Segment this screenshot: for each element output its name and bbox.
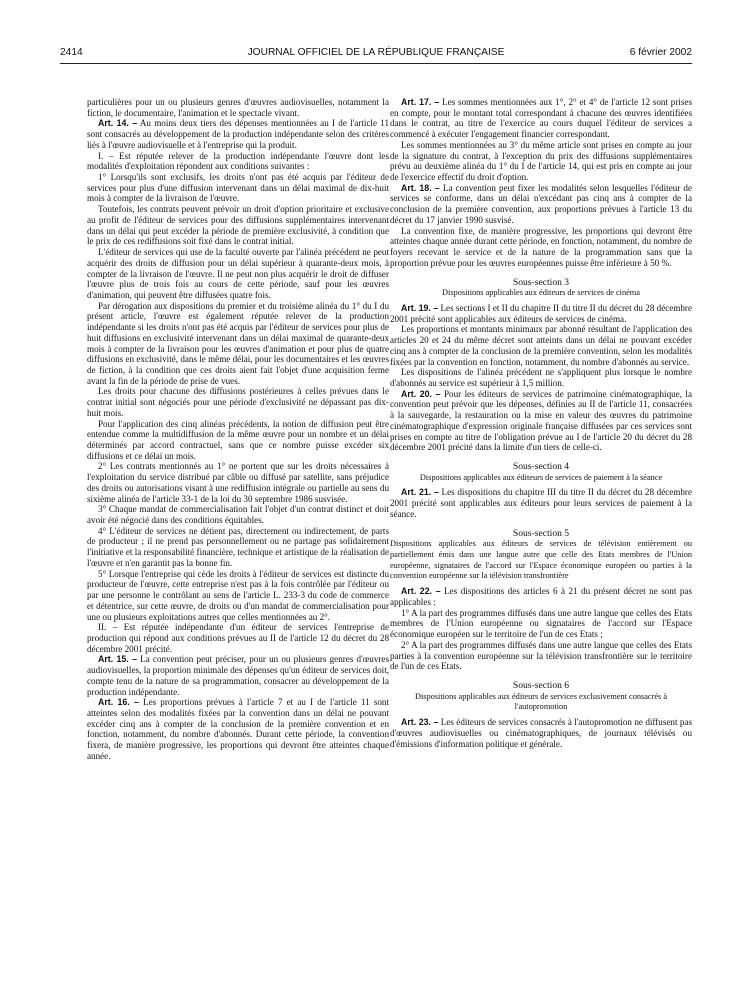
article-paragraph xyxy=(390,303,692,324)
paragraph-text: Toutefois, les contrats peuvent prévoir un droit d'option prioritaire et exclusive au profit de l'éditeur de services pour des diffusions supplémentaires intervenant dans un délai qui peut excéder la période de première exclusivité, à condition que le prix de ces rediffusions soit fixé dans le contrat initial. xyxy=(87,204,389,247)
paragraph-text: 1° Lorsqu'ils sont exclusifs, les droits n'ont pas été acquis par l'éditeur de services pour plus d'une diffusion intervenant dans un délai maximal de dix-huit mois à compter de la livraison de l'œuvre. xyxy=(87,172,389,204)
article-number: Art. 15. – xyxy=(98,654,137,665)
article-paragraph xyxy=(390,389,692,453)
page-header xyxy=(60,47,692,61)
paragraph-text: Les sections I et II du chapitre II du titre II du décret du 28 décembre 2001 précité sont applicables aux éditeurs de services de cinéma. xyxy=(390,302,692,324)
paragraph-text: particulières pour un ou plusieurs genres d'œuvres audiovisuelles, notamment la fiction, le documentaire, l'animation et le spectacle vivant. xyxy=(87,97,389,118)
paragraph xyxy=(87,151,389,172)
paragraph-text: 2° Les contrats mentionnés au 1° ne portent que sur les droits nécessaires à l'exploitation du service distribué par câble ou diffusé par satellite, sans préjudice des droits ou autorisations visant à une rediffusion intégrale ou partielle au sens du sixième alinéa de l'article 33-1 de la loi du 30 septembre 1986 susvisée. xyxy=(87,461,389,504)
paragraph xyxy=(87,622,389,654)
paragraph xyxy=(390,367,692,388)
paragraph xyxy=(87,461,389,504)
paragraph xyxy=(87,526,389,569)
subsection-heading: Sous-section 4 xyxy=(512,461,570,472)
paragraph-text: La convention peut préciser, pour un ou plusieurs genres d'œuvres audiovisuelles, la proportion minimale des dépenses qu'un éditeur de services doit, compte tenu de la nature de sa programmation, consacrer au développement de la production indépendante. xyxy=(87,654,389,697)
paragraph xyxy=(390,140,692,183)
paragraph-text: Les dispositions de l'alinéa précédent ne s'appliquent plus lorsque le nombre d'abonnés au service est supérieur à 1,5 million. xyxy=(390,367,692,388)
paragraph-text: Pour l'application des cinq alinéas précédents, la notion de diffusion peut être entendue comme la multidiffusion de la même œuvre pour un nombre et un délai déterminés par accord contractuel, sans que ce nombre puisse excéder six diffusions et ce délai un mois. xyxy=(87,418,389,461)
article-number: Art. 21. – xyxy=(401,487,439,498)
subsection-heading: Sous-section 5 xyxy=(512,527,570,539)
article-number: Art. 19. – xyxy=(401,302,439,313)
article-paragraph xyxy=(390,717,692,749)
paragraph xyxy=(87,204,389,247)
article-paragraph xyxy=(390,586,692,607)
article-number: Art. 20. – xyxy=(401,388,441,399)
right-column xyxy=(390,97,692,749)
paragraph-text: Les proportions prévues à l'article 7 et au I de l'article 11 sont atteintes selon des modalités fixées par la convention dans un délai ne pouvant excéder cinq ans à compter de la conclusion de la première convention et en fonction, notamment, du nombre d'abonnés. Durant cette période, la convention fixera, de manière progressive, les proportions qui devront être atteintes chaque année. xyxy=(87,697,389,761)
article-number: Art. 16. – xyxy=(98,697,139,708)
paragraph-text: Les éditeurs de services consacrés à l'autopromotion ne diffusent pas d'œuvres audiovisuelles ou cinématographiques, de journaux télévisés ou d'émissions d'information politique et générale. xyxy=(390,717,692,749)
subsection-title: Dispositions applicables aux éditeurs de services exclusivement consacrés à l'autopromotion xyxy=(414,691,668,712)
header-rule xyxy=(60,63,692,64)
publication-date: 6 février 2002 xyxy=(629,47,692,58)
paragraph xyxy=(87,504,389,525)
paragraph-text: L'éditeur de services qui use de la faculté ouverte par l'alinéa précédent ne peut acquérir des droits de diffusion pour un délai supérieur à quarante-deux mois, à compter de la livraison de l'œuvre. Il ne peut non plus acquérir le droit de diffuser l'œuvre plus de trois fois au cours de cette période, sauf pour les œuvres d'animation, qui peuvent être diffusées quatre fois. xyxy=(87,247,389,300)
subsection-title: Dispositions applicables aux éditeurs de services de cinéma xyxy=(442,288,640,298)
paragraph-text: La convention fixe, de manière progressive, les proportions qui devront être atteintes chaque année durant cette période, en fonction, notamment, du nombre de foyers recevant le service et de la nature de la programmation sans que la proportion prévue pour les œuvres européennes puisse être inférieure à 50 %. xyxy=(390,225,692,268)
paragraph xyxy=(87,172,389,204)
paragraph-text: Les sommes mentionnées au 3° du même article sont prises en compte au jour de la signature du contrat, à l'exception du prix des diffusions supplémentaires prévu au deuxième alinéa du 1° du I de l'article 14, qui est pris en compte au jour de l'exercice effectif du droit d'option. xyxy=(390,139,692,183)
paragraph-text: II. – Est réputée indépendante d'un éditeur de services l'entreprise de production qui répond aux conditions prévues au II de l'article 12 du décret du 28 décembre 2001 précité. xyxy=(87,622,389,654)
paragraph-text: Les dispositions du chapitre III du titre II du décret du 28 décembre 2001 précité sont applicables aux éditeurs pour leurs services de paiement à la séance. xyxy=(390,487,692,519)
paragraph xyxy=(87,247,389,301)
article-paragraph xyxy=(87,118,389,150)
paragraph-text: Les dispositions des articles 6 à 21 du présent décret ne sont pas applicables : xyxy=(390,586,692,607)
paragraph xyxy=(87,301,389,387)
article-paragraph xyxy=(87,654,389,697)
paragraph xyxy=(390,640,692,672)
left-column xyxy=(87,97,389,762)
paragraph-text: 4° L'éditeur de services ne détient pas, directement ou indirectement, de parts de producteur ; il ne prend pas personnellement ou ne partage pas solidairement l'initiative et la responsabilité financière, technique et artistique de la réalisation de l'œuvre et n'en garantit pas la bonne fin. xyxy=(87,525,389,568)
paragraph xyxy=(390,608,692,640)
paragraph-text: 1° A la part des programmes diffusés dans une autre langue que celles des Etats membres de l'Union européenne ou signataires de l'accord sur l'Espace économique européen sur le territoire de l'un de ces Etats ; xyxy=(390,607,692,640)
subsection-heading: Sous-section 6 xyxy=(512,679,570,691)
paragraph-text: I. – Est réputée relever de la production indépendante l'œuvre dont les modalités d'exploitation répondent aux conditions suivantes : xyxy=(87,150,389,172)
article-number: Art. 18. – xyxy=(401,182,440,193)
paragraph xyxy=(87,419,389,462)
page-number: 2414 xyxy=(60,47,83,58)
paragraph xyxy=(87,569,389,623)
journal-title: JOURNAL OFFICIEL DE LA RÉPUBLIQUE FRANÇAISE xyxy=(247,47,505,58)
paragraph-text: Les proportions et montants minimaux par abonné résultant de l'application des articles 20 et 24 du même décret sont atteints dans un délai ne pouvant excéder cinq ans à compter de la conclusion de la première convention, selon les modalités fixées par la convention en fonction, notamment, du nombre d'abonnés au service. xyxy=(390,324,692,367)
article-paragraph xyxy=(390,97,692,140)
paragraph xyxy=(87,386,389,418)
subsection-title: Dispositions applicables aux éditeurs de services de paiement à la séance xyxy=(419,472,663,482)
article-number: Art. 17. – xyxy=(401,97,440,107)
paragraph-text: Par dérogation aux dispositions du premier et du troisième alinéa du 1° du I du présent article, l'œuvre est également réputée relever de la production indépendante si les droits n'ont pas été acquis par l'éditeur de services pour plus de huit diffusions en exclusivité intervenant dans un délai maximal de quarante-deux mois à compter de la livraison pour les œuvres d'animation et pour plus de quatre diffusions en exclusivité, dans le même délai, pour les documentaires et les œuvres de fiction, à la condition que ces droits aient fait l'objet d'une acquisition ferme avant la fin de la période de prise de vues. xyxy=(87,300,389,386)
paragraph-text: Les sommes mentionnées aux 1°, 2° et 4° de l'article 12 sont prises en compte, pour le montant total correspondant à chacune des œuvres identifiées dans le contrat, au titre de l'exercice au cours duquel l'éditeur de services a commencé à exécuter l'engagement financier correspondant. xyxy=(390,97,692,140)
paragraph-text: 2° A la part des programmes diffusés dans une autre langue que celles des Etats parties à la convention européenne sur la télévision transfrontière sur le territoire de l'un de ces Etats. xyxy=(390,639,692,672)
subsection-title: Dispositions applicables aux éditeurs de services de télévision entièrement ou partiellement émis dans une langue autre que celle des Etats membres de l'Union européenne, signataires de l'accord sur l'Espace économique européen ou parties à la convention européenne sur la télévision transfrontière xyxy=(390,539,692,581)
article-number: Art. 14. – xyxy=(98,118,138,129)
paragraph-text: 5° Lorsque l'entreprise qui cède les droits à l'éditeur de services est distincte du producteur de l'œuvre, cette entreprise n'est pas à la fois contrôlée par l'éditeur ou par une personne le contrôlant au sens de l'article L. 233-3 du code de commerce et détentrice, sur cette œuvre, de droits ou d'un mandat de commercialisation pour une ou plusieurs exploitations autres que celles mentionnées au 2°. xyxy=(87,568,389,622)
subsection-heading: Sous-section 3 xyxy=(512,276,570,288)
paragraph-text: La convention peut fixer les modalités selon lesquelles l'éditeur de services se conforme, dans un délai n'excédant pas cinq ans à compter de la conclusion de la première convention, aux proportions prévues à l'article 13 du décret du 17 janvier 1990 susvisé. xyxy=(390,182,692,225)
paragraph xyxy=(390,324,692,367)
paragraph-text: Pour les éditeurs de services de patrimoine cinématographique, la convention peut prévoir que les dépenses, définies au II de l'article 11, consacrées à la sauvegarde, la restauration ou la mise en valeur des œuvres du patrimoine cinématographique d'expression originale française diffusées par ces services sont prises en compte au titre de l'obligation prévue au I de l'article 20 du décret du 28 décembre 2001 précité dans la limite d'un tiers de celle-ci. xyxy=(390,388,692,453)
article-number: Art. 22. – xyxy=(401,586,441,597)
paragraph xyxy=(390,226,692,269)
paragraph-text: Au moins deux tiers des dépenses mentionnées au I de l'article 11 sont consacrés au développement de la production indépendante selon des critères liés à l'œuvre audiovisuelle et à l'entreprise qui la produit. xyxy=(87,118,389,150)
article-paragraph xyxy=(390,183,692,226)
article-number: Art. 23. – xyxy=(401,717,439,728)
paragraph-text: 3° Chaque mandat de commercialisation fait l'objet d'un contrat distinct et doit avoir été négocié dans des conditions équitables. xyxy=(87,504,389,526)
paragraph-text: Les droits pour chacune des diffusions postérieures à celles prévues dans le contrat initial sont négociés pour une période d'exclusivité ne dépassant pas dix-huit mois. xyxy=(87,386,389,418)
article-paragraph xyxy=(87,697,389,761)
article-paragraph xyxy=(390,487,692,519)
paragraph xyxy=(87,97,389,118)
